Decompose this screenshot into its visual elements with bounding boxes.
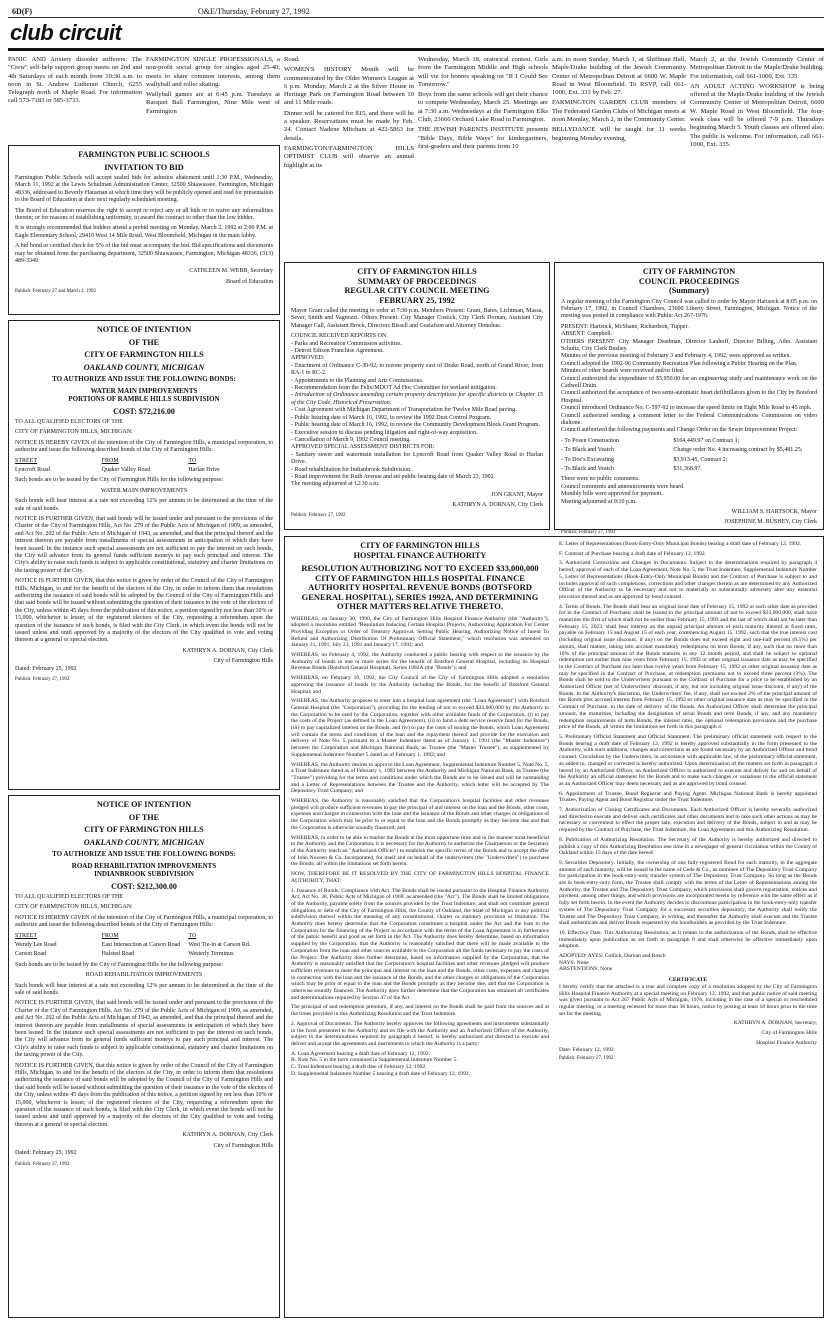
notice-title: (Summary): [668, 286, 710, 295]
notice-paragraph: The Board of Education reserves the right to accept or reject any or all bids or to waive any informalities therein; or for reasons of establishing uniformity, to award the contract to other than the low bidder.: [15, 207, 273, 222]
notice-paragraph: Such bonds will bear interest at a rate not exceeding 12% per annum to be determined at the time of the sale of said bonds.: [15, 498, 273, 512]
signature: JON GRANT, Mayor: [491, 491, 543, 498]
list-item: - Detroit Edison Franchise Agreement.: [291, 348, 384, 355]
list-item: - Introduction of Ordinance amending certain property descriptions for specific districts in Chapter 15 of the City Code, Historical Preservation.: [291, 392, 543, 406]
notice-paragraph: Such bonds will bear interest at a rate not exceeding 12% per annum to be determined at the time of the sale of said bonds.: [15, 982, 273, 996]
section-heading: COUNCIL RECEIVED REPORTS ON:: [291, 333, 388, 340]
list-item: Minutes of the previous meeting of February 3 and February 4, 1992, were approved as written.: [561, 353, 791, 360]
list-item: C. Trust Indenture bearing a draft date of February 12, 1992.: [291, 1064, 427, 1071]
table-cell: East Intersection at Carson Road: [101, 941, 181, 948]
notice-title: OF THE: [128, 812, 160, 822]
farmington-hills-proceedings: [284, 262, 550, 530]
notice-title: OAKLAND COUNTY, MICHIGAN: [83, 837, 205, 847]
list-item: - Cost Agreement with Michigan Department of Transportation for Twelve Mile Road paving.: [291, 407, 517, 414]
list-item: - Sanitary sewer and watermain installation for Lyncroft Road from Quaker Valley Road to Harlan Drive.: [291, 451, 543, 466]
list-item: - Parks and Recreation Commission activities.: [291, 340, 402, 347]
brief-column-3: [284, 56, 414, 256]
notice-paragraph: A bid bond or certified check for 5% of the bid must accompany the bid. Bid specifications and documents may be obtained from the purchasing department, 32500 Shiawassee, Farmington, Michigan 48336, (313) 489-3349.: [15, 243, 273, 265]
resolution-paragraph: E. Letter of Representations (Book-Entry-Only Municipal Bonds) bearing a draft date of February 12, 1992.: [559, 541, 802, 547]
publish-line: Publish: February 27 and March 2, 1992: [15, 289, 96, 295]
page-number: 6D(F): [12, 7, 32, 16]
resolution-paragraph: 4. Terms of Bonds. The Bonds shall bear an original issue date of February 15, 1992 or such other date as provided for in the Contract of Purchase; shall be issued in the principal amount of not to exceed $33,000,000, shall have maturities the first of which shall not be earlier than February 15, 1993 and the last of which shall not be later than February 15, 2023, shall bear interest on the unpaid principal amount of each maturity thereof at fixed rates, payable on February 15 and August 15 of each year, commencing August 15, 1992, such that the true interest cost (including original issue discount, if any) on the Bonds does not exceed eight and one-half percent (8.5%) per annum, shall mature, taking into account mandatory redemptions on term Bonds, if any, such that no more than 10% of the principal amount of the Bonds matures in any 12 month period, and shall be subject to optional redemption not earlier than nine years from February 15, 1992 or other original issuance date as may be specified in the Contract of Purchase nor later than twelve years from February 15, 1992 or other original issuance date as may be specified in the Contract of Purchase, at redemption premiums not to exceed three percent (3%). The Bonds shall be sold to the Underwriters pursuant to the Contract of Purchase for a price to be established by an Authorized Officer (net of Underwriters' discount, if any, but not including original issue discount, if any) of the Bonds. In the Authority's discretion, the Underwriters' fee, if any, shall not exceed 2% of the principal amount of the Bonds plus accrued interest from February 15, 1992 or other original issuance date as may be specified in the Contract of Purchase, to the date of delivery of the Bonds. An Authorized Officer shall determine the principal amount, the maturities, including the designation of serial Bonds and term Bonds, if any, and any mandatory redemption requirements of term Bonds, the interest rates, the optional redemption provisions and the purchase price of the Bonds, all within the limitations set forth in this paragraph 4.: [559, 603, 817, 731]
notice-title: HOSPITAL FINANCE AUTHORITY: [353, 550, 487, 560]
brief-item: Road.: [284, 56, 300, 63]
notice-paragraph: CITY OF FARMINGTON HILLS, MICHIGAN:: [15, 429, 133, 436]
brief-item: THE JEWISH PARENTS INSTITUTE presents "Bible Days, Bible Ways" for kindergartners, first-graders and their parents from 10: [418, 126, 548, 150]
brief-item: AN ADULT ACTING WORKSHOP is being offered at the Maple/Drake building of the Jewish Community Center of Metropolitan Detroit, 6600 W. Maple Road in West Bloomfield. The four-week class will be offered 7-9 p.m. Thursdays beginning March 5. Youth classes are offered also. The public is welcome. For information, call 661-1000, Ext. 335.: [690, 82, 824, 148]
col-header: TO: [188, 932, 197, 939]
signature-title: Board of Education: [226, 278, 273, 285]
table-cell: Lyncroft Road: [15, 466, 50, 473]
signature-title: City of Farmington Hills: [213, 658, 273, 665]
publish-line: Publish: February 27, 1992: [291, 512, 346, 518]
list-item: Council comments and announcements were heard.: [561, 483, 685, 490]
publish-line: Publish: February 27, 1992: [15, 1161, 70, 1167]
brief-item: FARMINGTON GARDEN CLUB members of The Federated Garden Clubs of Michigan meets at noon Monday, March 2, in the Community Center.: [552, 99, 686, 124]
notice-paragraph: CITY OF FARMINGTON HILLS, MICHIGAN:: [15, 904, 133, 911]
table-cell: Halsted Road: [101, 951, 135, 958]
brief-column-6: [690, 56, 824, 256]
notice-title: CITY OF FARMINGTON HILLS: [360, 541, 480, 550]
list-item: Council authorized the following payments and Change Order on the Sewer Improvement Project:: [561, 427, 798, 434]
certificate-heading: CERTIFICATE: [668, 977, 708, 984]
dated-line: Date: February 12, 1992: [559, 1046, 614, 1053]
resolution-paragraph: F. Contract of Purchase bearing a draft date of February 12, 1992.: [559, 550, 707, 557]
notice-subtitle: INDIANBROOK SUBDIVISION: [94, 870, 194, 878]
publish-line: Publish: February 27, 1992: [15, 677, 70, 683]
title-rule: [8, 48, 824, 51]
resolution-heading: RESOLUTION AUTHORIZING NOT TO EXCEED $33,000,000 CITY OF FARMINGTON HILLS HOSPITAL FINANCE AUTHORITY HOSPITAL REVENUE BONDS (BOTSFORD GENERAL HOSPITAL), SERIES 1992A, AND DETERMINING OTHER MATTERS RELATIVE THERETO.: [301, 563, 539, 611]
table-cell: - To Black and Veatch: [561, 447, 615, 454]
notice-paragraph: Farmington Public Schools will accept sealed bids for asbestos abatement until 1:30 P.M., Wednesday, March 11, 1992 at the Lewis Schulman Administration Center, 32500 Shiawassee, Farmington, Michigan 48336, addressed to Beverly Hausman at which time they will be publicly opened and read for presentation to the Board of Education at their next regularly scheduled meeting.: [15, 175, 273, 204]
list-item: There were no public comments.: [561, 476, 640, 483]
dated-line: Dated: February 25, 1992: [15, 665, 77, 672]
notice-paragraph: It is strongly recommended that bidders attend a prebid meeting on Monday, March 2, 1992 at 2:00 P.M. at Eagle Elementary School, 29410 West 14 Mile Road, West Bloomfield, Michigan in the main lobby.: [15, 225, 273, 239]
table-cell: West Tie-in at Carson Rd.: [188, 941, 251, 948]
street-table: [15, 458, 273, 475]
table-cell: Westerly Terminus: [188, 951, 234, 958]
resolution-paragraph: WHEREAS, on January 30, 1990, the City of Farmington Hills Hospital Finance Authority (the "Authority"), adopted a resolution entitled "Resolution Inducing Certain Hospital Projects, Authorizing Application For Center Providing Exception or Order of Treasury Approval, Setting Public Hearing, Authorizing Notice of Intent To Refund and Authorizing Distribution Of Preliminary Official Statement," which resolution was amended on January 31, 1991, July 23, 1991 and January 17, 1992; and: [291, 615, 549, 649]
notice-title: FARMINGTON PUBLIC SCHOOLS: [78, 150, 210, 159]
list-item: Monthly bills were approved for payment.: [561, 491, 663, 498]
signature: KATHRYN A. DORNAN, City Clerk: [182, 647, 273, 654]
col-header: STREET: [15, 932, 37, 939]
section-title: club circuit: [10, 20, 122, 45]
brief-column-1: [8, 56, 142, 142]
list-item: - Appointments to the Planning and Arts Commissions.: [291, 377, 424, 384]
resolution-right-column: [559, 541, 817, 1078]
signature: KATHRYN A. DORNAN, Secretary,: [733, 1020, 817, 1027]
resolution-paragraph: 3. Authorized Corrections and Changes in Documents. Subject to the determinations required by paragraph 4 hereof, approval of each of the Loan Agreement, Note No. 5, the Trust Indenture, Supplemental Indenture Number 5, Letter of Representations (Book-Entry-Only Municipal Bonds) and the Contract of Purchase is subject to and includes approval of such completions, corrections and other changes therein as are determined by any Authorized Officer of the Authority to be necessary and not to materially or substantially adversely alter any essential provision thereof and as are approved by bond counsel.: [559, 560, 817, 600]
invitation-to-bid-notice: [8, 145, 280, 315]
resolution-left-column: [291, 541, 549, 1078]
list-item: Minutes of other boards were received and/or filed.: [561, 368, 685, 375]
water-main-bond-notice: [8, 320, 280, 790]
list-item: - Executive session to discuss pending litigation and right-of-way acquisition.: [291, 429, 478, 436]
brief-item: Dinner will be catered for $15, and there will be a speaker. Reservations must be made by Feb. 24. Contact Nadene Mitcham at 422-5863 for details.: [284, 109, 414, 142]
notice-title: FEBRUARY 25, 1992: [379, 295, 455, 305]
list-item: Council authorized the acceptance of two semi-automatic heart defibrillators given to the City by Botsford Hospital.: [561, 390, 817, 404]
col-header: FROM: [101, 457, 119, 464]
col-header: TO: [188, 457, 197, 464]
list-item: - Recommendation from the Felix/MDOT Ad Hoc Committee for wetland mitigation.: [291, 385, 497, 392]
notice-paragraph: NOTICE IS FURTHER GIVEN, that said bonds will be issued under and pursuant to the provisions of the Charter of the City of Farmington Hills, Act No. 279 of the Public Acts of Michigan of 1909, as amended, and Act No. 202 of the Public Acts of Michigan of 1943, as amended, and that the principal thereof and the interest thereon are payable from installments of special assessments in anticipation of which they have been issued. In the instance such special assessments are not sufficient to pay the interest on such bonds, the City will advance from its general funds sufficient moneys to pay such principal and interest. The City's ability to raise such funds is subject to applicable constitutional, statutory and charter limitations on the taxing power of the City.: [15, 1000, 273, 1059]
farmington-council-proceedings: [554, 262, 824, 535]
signature: KATHRYN A. DORNAN, City Clerk: [182, 1132, 273, 1139]
signature-title: City of Farmington Hills: [761, 1030, 817, 1037]
brief-column-5: [552, 56, 686, 256]
cost-line: COST: $212,300.00: [111, 881, 177, 891]
section-heading: APPROVED SPECIAL ASSESSMENT DISTRICTS FOR:: [291, 444, 435, 451]
header-dateline: O&E/Thursday, February 27, 1992: [198, 7, 310, 16]
notice-title: COUNCIL PROCEEDINGS: [638, 276, 740, 286]
table-cell: $3,913.45, Contract 2;: [673, 456, 728, 463]
notice-paragraph: A regular meeting of the Farmington City Council was called to order by Mayor Hartsock at 8:05 p.m. on February 17, 1992, in Council Chambers, 23600 Liberty Street, Farmington, Michigan. Notice of the meeting was posted in compliance with Public Act 267-1976.: [561, 298, 817, 320]
notice-paragraph: TO ALL QUALIFIED ELECTORS OF THE: [15, 893, 123, 900]
table-cell: - To Black and Veatch: [561, 466, 615, 473]
notice-paragraph: Such bonds are to be issued by the City of Farmington Hills for the following purpose:: [15, 477, 224, 484]
brief-item: a.m. to noon Sunday, March 1, at Shiffman Hall, Maple/Drake building of the Jewish Community Center of Metropolitan Detroit at 6600 W. Maple Road in West Bloomfield. To RSVP, call 661-1000, Ext. 333 by Feb. 27.: [552, 56, 686, 97]
notice-paragraph: TO ALL QUALIFIED ELECTORS OF THE: [15, 418, 123, 425]
signature-title: Hospital Finance Authority: [756, 1039, 817, 1046]
resolution-columns: [291, 541, 817, 1078]
payment-table: [561, 438, 817, 474]
resolution-paragraph: NOW, THEREFORE BE IT RESOLVED BY THE CITY OF FARMINGTON HILLS HOSPITAL FINANCE AUTHORITY, THAT:: [291, 871, 549, 884]
resolution-paragraph: WHEREAS, in order to be able to market the Bonds at the most opportune time and in the manner most beneficial to the Authority and the Corporation, it is necessary for the Authority to authorize the Chairperson or the Secretary of the Authority (each an "Authorized Officer") to establish the specific terms of the Bonds and to accept the offer of John Nuveen & Co. Incorporated, for itself and on behalf of the underwriters (the "Underwriters") to purchase the Bonds, all within the limitations set forth herein.: [291, 834, 549, 868]
list-item: A. Loan Agreement bearing a draft date of February 12, 1992.: [291, 1050, 431, 1057]
certificate-text: I hereby certify that the attached is a true and complete copy of a resolution adopted by the City of Farmington Hills Hospital Finance Authority at a special meeting on February 12, 1992, and that public notice of said meeting was given pursuant to Act 267 Public Acts of Michigan, 1976, including in the case of a special or rescheduled regular meeting, or a meeting recessed for more than 36 hours, notice by posting at least 18 hours prior to the time set for the meeting.: [559, 983, 817, 1017]
publish-line: Publish: February 27, 1992: [561, 529, 616, 535]
resolution-paragraph: 9. Securities Depository. Initially, the ownership of one fully-registered Bond for each maturity, in the aggregate amount of such maturity, will be issued in the name of Cede & Co., as nominee of The Depository Trust Company for participation in the book-entry-only transfer system of The Depository Trust Company. So long as the Bonds are in book-entry-only form, the Trustee shall comply with the terms of the Letter of Representations among the Authority, the Trustee and The Depository Trust Company, which provisions shall govern registration, notices and payment, among other things, and which provisions are incorporated herein by reference with the same effect as if fully set forth herein. In the event the Authority decides to discontinue participation in the book-entry-only transfer system of The Depository Trust Company for a successor securities depository, the Authority shall notify the Trustee and The Depository Trust Company, in writing, and thereafter the Authority shall execute and the Trustee shall authenticate and deliver Bonds requested by the bondholders as provided by the Trust Indenture.: [559, 859, 817, 927]
table-cell: $31,368.97.: [673, 466, 702, 473]
notice-paragraph: NOTICE IS HEREBY GIVEN of the intention of the City of Farmington Hills, a municipal corporation, to authorize and issue the following described bonds of the City of Farmington Hills:: [15, 439, 273, 454]
resolution-paragraph: 10. Effective Date. This Authorizing Resolution, as it relates to the authorization of the Bonds, shall be effective immediately upon publication as set forth in paragraph 8 and shall otherwise be effective immediately upon adoption.: [559, 929, 817, 950]
list-item: Council authorized sending a comment letter to the Federal Communications Commission on video dialtone.: [561, 412, 817, 426]
notice-paragraph: Such bonds are to be issued by the City of Farmington Hills for the following purpose:: [15, 961, 224, 968]
signature: KATHRYN A. DORNAN, City Clerk: [452, 502, 543, 509]
notice-subtitle: WATER MAIN IMPROVEMENTS: [90, 386, 198, 395]
vote-line: ABSTENTIONS: None: [559, 966, 613, 973]
notice-subtitle: TO AUTHORIZE AND ISSUE THE FOLLOWING BONDS:: [52, 850, 236, 858]
notice-subtitle: PORTIONS OF RAMBLE HILLS SUBDIVISION: [68, 395, 220, 403]
notice-paragraph: NOTICE IS FURTHER GIVEN, that said bonds will be issued under and pursuant to the provisions of the Charter of the City of Farmington Hills, Act No. 279 of the Public Acts of Michigan of 1909, as amended, and Act No. 202 of the Public Acts of Michigan of 1943, as amended, and that the principal thereof and the interest thereon are payable from installments of special assessments in anticipation of which they have been issued. In the instance such special assessments are not sufficient to pay the interest on such bonds, the City will advance from its general funds sufficient moneys to pay such principal and interest. The City's ability to raise such funds is subject to applicable constitutional, statutory and charter limitations on the taxing power of the City.: [15, 515, 273, 574]
notice-title: CITY OF FARMINGTON HILLS: [84, 350, 204, 359]
resolution-paragraph: 6. Appointment of Trustee, Bond Registrar and Paying Agent. Michigan National Bank is hereby appointed Trustee, Paying Agent and Bond Registrar under the Trust Indenture.: [559, 790, 817, 804]
resolution-paragraph: 1. Issuance of Bonds; Compliance with Act. The Bonds shall be issued pursuant to the Hospital Finance Authority Act, Act No. 38, Public Acts of Michigan of 1969, as amended (the "Act"). The Bonds shall be limited obligations of the Authority, payable solely from the sources provided by the Trust Indenture, and shall not constitute general obligations or debt of the City of Farmington Hills, the County of Oakland, the State of Michigan or any political subdivision thereof within the meaning of any constitutional, charter or statutory provision or limitation. The Authority does hereby determine that the Corporation constitutes a hospital under the Act and the loan to the Corporation for the financing of the Project in accordance with the terms of the Loan Agreement is in furtherance of the public benefit and good as set forth in the Act. The Authority does hereby determine, based on information supplied by the Corporation, that the Authority is reasonably satisfied that there will be made available to the Corporation from the loan and other sources available to the Corporation all the funds necessary to pay the costs of the Project. The Authority does further determine, based on information supplied by the Corporation, that the Authority is reasonably satisfied that the Corporation's hospital facilities and other revenues pledged will produce sufficient revenues to meet the principal and interest on the loan and the Bonds, other costs, expenses and charges in connection with the loan and the issuance of the Bonds, and the other charges or obligations of the Corporation which may be prior or equal to the loan and the Bonds promptly as they become due, and that the Corporation is otherwise soundly financed. The Authority does further determine that the Corporation has obtained all certificates and determinations required by Section 47 of the Act.: [291, 887, 549, 1001]
table-cell: $164,449.97 on Contract 1;: [673, 437, 740, 444]
resolution-paragraph: 7. Authorization of Closing Certificates and Documents. Each Authorized Officer is hereby severally authorized and directed to execute and deliver such certificates and other documents and to take such other actions as may be necessary or convenient to effect the proper sale, execution and delivery of the Bonds, subject to and as may be required by the Contract of Purchase, the Trust Indenture, the Loan Agreement and this Authorizing Resolution.: [559, 807, 817, 834]
attendance: OTHERS PRESENT: City Manager Deadman, Director Lauhoff, Director Billing, Adm. Assistant Schultz, City Clerk Bushey.: [561, 338, 817, 352]
brief-item: Boys from the same schools will get their chance to compete Wednesday, March 25. Meetings are at 7:30 a.m. Wednesdays at the Farmington Elks Club, 23666 Orchard Lake Road in Farmington.: [418, 91, 548, 124]
list-item: Council introduced Ordinance No. C-597-92 to increase the speed limits on Eight Mile Road to 45 mph.: [561, 405, 812, 412]
section-heading: APPROVED:: [291, 355, 325, 362]
list-item: Meeting adjourned at 9:10 p.m.: [561, 498, 637, 505]
notice-title: OAKLAND COUNTY, MICHIGAN: [83, 362, 205, 372]
notice-title: NOTICE OF INTENTION: [96, 325, 192, 334]
signature: WILLIAM S. HARTSOCK, Mayor: [731, 509, 817, 516]
brief-column-4: [418, 56, 548, 256]
brief-item: FARMINGTON/FARMINGTON HILLS OPTIMIST CLUB will observe an annual highlight at its: [284, 144, 414, 169]
vote-line: ADOPTED: AYES: Cotlick, Dornan and Rosch: [559, 953, 666, 960]
publish-line: Publish: February 27, 1992: [559, 1056, 614, 1062]
brief-item: PANIC AND Anxiety disorder sufferers: The "Crew" self-help support group meets on 2nd and 4th Saturdays of each month from 10:30 a.m. to noon in St. Andrew Lutheran Church, 6255 Telegraph north of Maple Road. For information call 573-7183 or 585-3733.: [8, 56, 142, 105]
brief-item: Wallyball games are at 6:45 p.m. Tuesdays at Racquet Ball Farmington, Nine Mile west of Farmington: [146, 91, 280, 115]
list-item: - Enactment of Ordinance C-30-92, to rezone property east of Drake Road, north of Grand River, from RA-1 to RC-2.: [291, 362, 543, 377]
list-item: Council authorized the expenditure of $5,950.00 for an engineering study and maintenance work on the Cadwell Drain.: [561, 375, 817, 389]
brief-item: March 2, at the Jewish Community Center of Metropolitan Detroit in the Maple/Drake building. For information, call 661-1000, Ext. 335.: [690, 56, 824, 80]
notice-title: REGULAR CITY COUNCIL MEETING: [344, 286, 490, 295]
notice-paragraph: NOTICE IS HEREBY GIVEN of the intention of the City of Farmington Hills, a municipal corporation, to authorize and issue the following described bonds of the City of Farmington Hills:: [15, 914, 273, 929]
list-item: - Cancellation of March 9, 1992 Council meeting.: [291, 436, 411, 443]
resolution-paragraph: WHEREAS, the Authority is reasonably satisfied that the Corporation's hospital facilities and other revenues pledged will produce sufficient revenues to pay the principal of and interest on the loan and the Bonds, other costs, expenses and charges in connection with the loan and the issuance of the Bonds and other charges or obligations of the Corporation which may be prior to or equal to the loan and the Bonds promptly as they become due and that the Corporation is otherwise soundly financed; and: [291, 798, 549, 831]
vote-line: NAYS: None: [559, 959, 589, 966]
resolution-paragraph: WHEREAS, the Authority desires to approve the Loan Agreement, Supplemental Indenture Number 5, Note No. 5, a Trust Indenture dated as of February 1, 1992 between the Authority and Michigan National Bank, as Trustee (the "Trustee") providing for the terms and conditions under which the Bonds are to be issued and will be outstanding and a Letter of Representations between the Trustee and the Authority, which letter will be accepted by The Depository Trust Company; and: [291, 761, 549, 795]
notice-title: OF THE: [128, 337, 160, 347]
notice-subtitle: TO AUTHORIZE AND ISSUE THE FOLLOWING BONDS:: [52, 375, 236, 383]
cost-line: COST: $72,216.00: [113, 406, 175, 416]
table-cell: Quaker Valley Road: [101, 466, 151, 473]
resolution-paragraph: The principal of and redemption premium, if any, and interest on the Bonds shall be paid from the sources and at the times provided in this Authorizing Resolution and the Trust Indenture.: [291, 1004, 549, 1018]
resolution-paragraph: 5. Preliminary Official Statement and Official Statement. The preliminary official statement with respect to the Bonds bearing a draft date of February 12, 1992 is hereby approved substantially in the form presented to the Authority, with such additions, changes and corrections as are found necessary by an Authorized Officer and bond counsel. Circulation by the Underwriters, in accordance with applicable law, of the preliminary official statement, as added to, changed or corrected is hereby authorized. Upon determination of the matters set forth in paragraph 4 hereof by an Authorized Officer, an Authorized Officer is authorized to execute and deliver for and on behalf of the Authority an official statement for the Bonds and to make such changes or variations to the official statement as an Authorized Officer may deem necessary and as are approved by bond counsel.: [559, 733, 817, 787]
list-item: B. Note No. 5 in the form contained in Supplemental Indenture Number 5.: [291, 1057, 458, 1064]
notice-title: CITY OF FARMINGTON: [642, 267, 736, 276]
notice-title: NOTICE OF INTENTION: [96, 800, 192, 809]
brief-item: BELLYDANCE will be taught for 11 weeks beginning Monday evening,: [552, 126, 686, 142]
table-cell: Harlan Drive: [188, 466, 220, 473]
list-item: - Public hearing date of March 16, 1992, to review the Community Development Block Grant Program.: [291, 422, 540, 429]
notice-subtitle: ROAD REHABILITATION IMPROVEMENTS: [71, 861, 217, 870]
notice-title: INVITATION TO BID: [104, 162, 184, 172]
notice-paragraph: NOTICE IS FURTHER GIVEN, that this notice is given by order of the Council of the City of Farmington Hills, Michigan, to and for the benefit of the electors of the City, in order to inform them that resolutions authorizing the issuance of said bonds will be adopted by the Council of the City of Farmington Hills and that said bonds will be issued without submitting the question of their issuance to the vote of the electors of the City, unless within 45 days from the publication of this notice, a petition signed by not less than 10% or 15,000, whichever is lesser, of the registered electors of the City, requesting a referendum upon the question of the issuance of such bonds, is filed with the City Clerk, in which event the bonds will not be issued unless and until approved by a majority of the electors of the City qualified to vote and voting thereon at a general or special election.: [15, 1062, 273, 1128]
brief-column-2: [146, 56, 280, 142]
brief-item: WOMEN'S HISTORY Month will be commemorated by the Older Women's League at 6 p.m. Monday, March 2 at the Silver House in Heritage Park on Farmington Road between 10 and 11 Mile roads.: [284, 66, 414, 107]
table-cell: - To Posen Construction: [561, 437, 619, 444]
notice-title: SUMMARY OF PROCEEDINGS: [357, 276, 477, 286]
table-cell: - To Doc's Excavating: [561, 456, 615, 463]
notice-paragraph: NOTICE IS FURTHER GIVEN, that this notice is given by order of the Council of the City of Farmington Hills, Michigan, to and for the benefit of the electors of the City, in order to inform them that resolutions authorizing the issuance of said bonds will be adopted by the Council of the City of Farmington Hills and that said bonds will be issued without submitting the question of their issuance to the vote of the electors of the City, unless within 45 days from the publication of this notice, a petition signed by not less than 10% or 15,000, whichever is lesser, of the registered electors of the City, requesting a referendum upon the question of the issuance of such bonds, is filed with the City Clerk, in which event the bonds will not be issued unless and until approved by a majority of the electors of the City qualified to vote and voting thereon at a general or special election.: [15, 578, 273, 644]
dated-line: Dated: February 25, 1992: [15, 1150, 77, 1157]
resolution-paragraph: WHEREAS, the Authority proposes to enter into a hospital loan agreement (the "Loan Agreement") with Botsford General Hospital (the "Corporation"), providing for the lending of not to exceed $33,000,000 by the Authority to the Corporation to be used by the Corporation, together with other available funds of the Corporation, (i) to pay the costs of the Project (as defined in the Loan Agreement), (ii) to fund a debt service reserve fund for the Bonds, (iii) to pay capitalized interest on the Bonds, and (iv) to pay the costs of issuing the Bonds, which Loan Agreement will contain the terms and conditions of the loan and the repayment thereof and provide for the execution and delivery of Note No. 5 pursuant to a Master Indenture dated as of January 1, 1991 (the "Master Indenture") between the Corporation and Michigan National Bank, as Trustee (the "Master Trustee"), as supplemented by Supplemental Indenture Number 5 dated as of February 1, 1992; and: [291, 698, 549, 758]
list-item: - Public hearing date of March 16, 1992, to review the 1992 Dust Control Program.: [291, 414, 492, 421]
list-item: Council adopted the 1992-96 Community Recreation Plan following a Public Hearing on the Plan.: [561, 360, 798, 367]
resolution-paragraph: WHEREAS, on February 4, 1992, the Authority conducted a public hearing with respect to the issuance by the Authority of bonds in one or more series for the benefit of Botsford General Hospital, including its Hospital Revenue Bonds (Botsford General Hospital), Series 1992A (the "Bonds"); and: [291, 652, 549, 672]
list-item: D. Supplemental Indenture Number 5 bearing a draft date of February 12, 1992.: [291, 1070, 471, 1077]
purpose: ROAD REHABILITATION IMPROVEMENTS: [85, 972, 203, 979]
road-rehab-bond-notice: [8, 795, 280, 1318]
resolution-paragraph: WHEREAS, on February 10, 1992, the City Council of the City of Farmington Hills adopted a resolution approving the issuance of bonds by the Authority including the Bonds, for the benefit of Botsford General Hospital; and: [291, 675, 549, 695]
table-cell: Carson Road: [15, 951, 47, 958]
brief-item: FARMINGTON SINGLE PROFESSIONALS, a non-profit social group for singles aged 25-40, meets to share common interests, among them wallyball and roller skating.: [146, 56, 280, 88]
col-header: FROM: [101, 932, 119, 939]
purpose: WATER MAIN IMPROVEMENTS: [100, 487, 188, 494]
brief-item: Wednesday, March 18, oratorical contest. Girls from the Farmington Middle and High schools will vie for honors speaking on "If I Could See Tomorrow.": [418, 56, 548, 88]
table-cell: Change order No. 4 increasing contract by $5,481.25;: [673, 447, 803, 454]
resolution-paragraph: 2. Approval of Documents. The Authority hereby approves the following agreements and instruments substantially in the form presented to the Authority and on file with the Authority and an Authorized Officer of the Authority, subject to the determinations required by paragraph 4 hereof, is hereby authorized and directed to execute and deliver and accept the agreements and instruments to which the Authority is a party:: [291, 1020, 549, 1047]
notice-paragraph: Mayor Grant called the meeting to order at 7:30 p.m. Members Present: Grant, Bates, Lichtman, Massa, Sever, Smith and Vagnozzi. Others Present: City Manager Costick, City Clerk Dornan, Assistant City Manager Call, Assistant Brock, Directors Bissell and Gustafson and Attorney Donohue.: [291, 308, 543, 329]
table-cell: Wendy Lee Road: [15, 941, 57, 948]
list-item: - Road improvement for Ruth Avenue and set public hearing date of March 23, 1992.: [291, 473, 496, 480]
notice-title: CITY OF FARMINGTON HILLS: [357, 267, 477, 276]
notice-title: CITY OF FARMINGTON HILLS: [84, 825, 204, 834]
attendance: ABSENT: Campbell.: [561, 331, 613, 338]
col-header: STREET: [15, 457, 37, 464]
signature: CATHLEEN M. WEBB, Secretary: [189, 268, 273, 275]
list-item: - Road rehabilitation for Indianbrook Subdivision.: [291, 466, 412, 473]
notice-paragraph: The meeting adjourned at 12:30 a.m.: [291, 481, 380, 488]
street-table: [15, 933, 273, 959]
page-header: [8, 6, 824, 18]
signature: JOSEPHINE M. BUSHEY, City Clerk: [724, 519, 817, 526]
attendance: PRESENT: Hartsock, McShane, Richardson, Tupper.: [561, 323, 689, 330]
hospital-finance-resolution: [284, 536, 824, 1318]
signature-title: City of Farmington Hills: [213, 1142, 273, 1149]
resolution-paragraph: 8. Publication of Authorizing Resolution. The Secretary of the Authority is hereby authorized and directed to publish a copy of this Authorizing Resolution one time in a newspaper of general circulation within the County of Oakland within 15 days of the date hereof.: [559, 836, 817, 857]
